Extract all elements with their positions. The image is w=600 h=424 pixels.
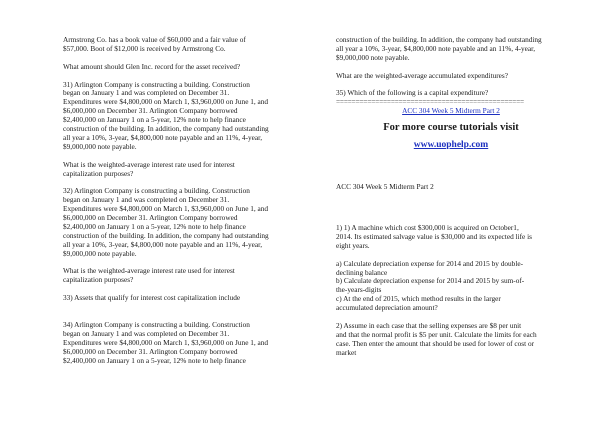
- question-34-text: 34) Arlington Company is constructing a building. Construction began on January 1 and was completed on December 31. Expenditures were $4,800,000 on March 1, $3,960,000 on June 1, and $6,000,000 on December 31. Arlington Company borrowed $2,400,000 on January 1 on a 5-year, 12% note to help finance: [63, 319, 269, 365]
- question-31-text: 31) Arlington Company is constructing a building. Construction began on January 1 and was completed on December 31. Expenditures were $4,800,000 on March 1, $3,960,000 on June 1, and $6,000,000 on December 31. Arlington Company borrowed $2,400,000 on January 1 on a 5-year, 12% note to help finance construction of the building. In addition, the company had outstanding all year a 10%, 3-year, $4,800,000 note payable and an 11%, 4-year, $9,000,000 note payable.: [63, 79, 269, 151]
- question-2-text: 2) Assume in each case that the selling expenses are $8 per unit and that the normal profit is $5 per unit. Calculate the limits for each case. Then enter the amount that should be used for lower of cost or market: [336, 320, 537, 357]
- question-32-prompt: What is the weighted-average interest rate used for interest capitalization purposes?: [63, 266, 235, 285]
- question-33-text: 33) Assets that qualify for interest cost capitalization include: [63, 293, 241, 303]
- question-34-continued: construction of the building. In addition, the company had outstanding all year a 10%, 3-year, $4,800,000 note payable and an 11%, 4-year, $9,000,000 note payable.: [336, 35, 542, 62]
- right-column: [336, 36, 566, 358]
- question-1-text: 1) 1) A machine which cost $300,000 is acquired on October1, 2014. Its estimated salvage value is $30,000 and its expected life is eight years.: [336, 223, 532, 250]
- question-31-prompt: What is the weighted-average interest rate used for interest capitalization purposes?: [63, 159, 235, 178]
- question-34-prompt: What are the weighted-average accumulated expenditures?: [336, 70, 508, 80]
- question-1b-text: b) Calculate depreciation expense for 2014 and 2015 by sum-of- the-years-digits: [336, 276, 525, 295]
- exchange-question-text: Armstrong Co. has a book value of $60,000 and a fair value of $57,000. Boot of $12,000 is received by Armstrong Co.: [63, 35, 246, 53]
- part2-link[interactable]: ACC 304 Week 5 Midterm Part 2: [402, 106, 500, 116]
- question-35-text: 35) Which of the following is a capital expenditure?: [336, 88, 489, 98]
- left-column: [63, 36, 299, 365]
- question-1c-text: c) At the end of 2015, which method results in the larger accumulated depreciation amount?: [336, 294, 501, 313]
- section-subtitle: ACC 304 Week 5 Midterm Part 2: [336, 182, 434, 192]
- exchange-question-prompt: What amount should Glen Inc. record for the asset received?: [63, 61, 241, 71]
- question-32-text: 32) Arlington Company is constructing a building. Construction began on January 1 and was completed on December 31. Expenditures were $4,800,000 on March 1, $3,960,000 on June 1, and $6,000,000 on December 31. Arlington Company borrowed $2,400,000 on January 1 on a 5-year, 12% note to help finance construction of the building. In addition, the company had outstanding all year a 10%, 3-year, $4,800,000 note payable and an 11%, 4-year, $9,000,000 note payable.: [63, 186, 269, 258]
- tutorials-heading: For more course tutorials visit: [383, 122, 519, 134]
- separator-line: ================================================: [336, 98, 524, 107]
- question-1a-text: a) Calculate depreciation expense for 2014 and 2015 by double- declining balance: [336, 258, 524, 277]
- website-link[interactable]: www.uophelp.com: [413, 140, 489, 151]
